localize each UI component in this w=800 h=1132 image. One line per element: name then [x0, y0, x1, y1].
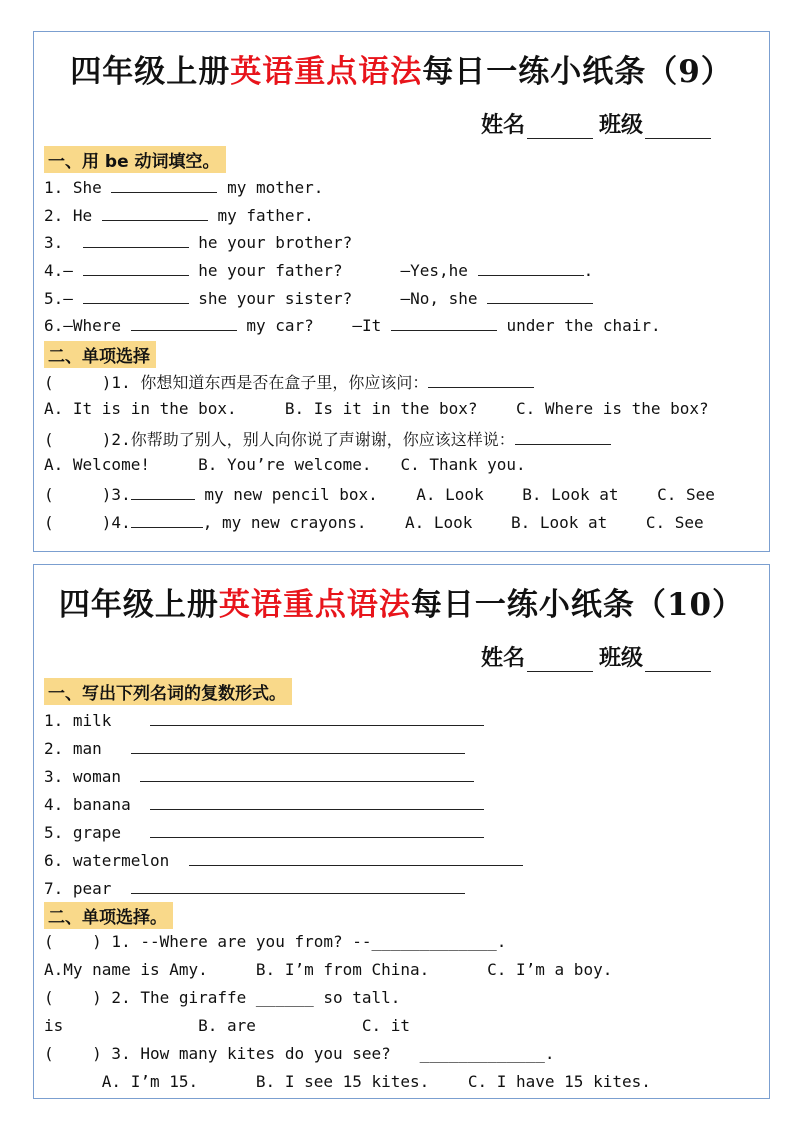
- answer-blank[interactable]: [111, 176, 217, 193]
- answer-paren[interactable]: ( )1.: [44, 373, 131, 392]
- answer-blank[interactable]: [102, 204, 208, 221]
- option-a: A. Look: [416, 485, 484, 504]
- word-label: 2. man: [44, 739, 102, 758]
- question-text: under the chair.: [506, 316, 661, 335]
- choice-options-2: is B. are C. it: [44, 1016, 411, 1035]
- option-b: B. Look at: [522, 485, 619, 504]
- choice-options-1: [44, 399, 709, 419]
- choice-options-1: A.My name is Amy. B. I’m from China. C. I’m a boy.: [44, 960, 613, 979]
- question-text: he your brother?: [198, 233, 353, 252]
- option-c: C. See: [645, 513, 704, 532]
- name-label: 姓名: [480, 112, 525, 138]
- question-number: 3.: [44, 233, 73, 252]
- option-a: A. Look: [405, 513, 473, 532]
- worksheet-card-9: [33, 31, 770, 552]
- choice-question-2: [44, 428, 611, 450]
- choice-question-2: ( ) 2. The giraffe ______ so tall.: [44, 988, 401, 1007]
- question-text: He: [72, 206, 93, 225]
- question-number: 1.: [44, 178, 73, 197]
- question-text: my new pencil box.: [204, 485, 378, 504]
- punctuation: .: [583, 261, 594, 280]
- word-item: [44, 737, 465, 759]
- question-5: [44, 287, 593, 309]
- choice-question-1: ( ) 1. --Where are you from? --_____________.: [44, 932, 507, 951]
- answer-paren[interactable]: ( )3.: [44, 485, 131, 504]
- option-b: B. You’re welcome.: [198, 455, 372, 474]
- word-label: 7. pear: [44, 879, 112, 898]
- option-c: C. See: [657, 485, 715, 504]
- section-heading: 二、单项选择: [44, 341, 156, 368]
- title-highlight: 英语重点语法: [218, 587, 411, 623]
- choice-options-3: A. I’m 15. B. I see 15 kites. C. I have 15 kites.: [44, 1072, 651, 1091]
- answer-blank[interactable]: [428, 371, 534, 388]
- name-class-field: [481, 641, 717, 672]
- answer-line[interactable]: [131, 737, 465, 754]
- class-label: 班级: [598, 112, 643, 138]
- answer-paren[interactable]: ( )2.: [44, 430, 131, 449]
- question-text: 你想知道东西是否在盒子里，你应该问：: [140, 373, 429, 392]
- option-b: B. Look at: [510, 513, 608, 532]
- answer-blank[interactable]: [487, 287, 593, 304]
- title-part: 每日一练小纸条（9）: [422, 54, 733, 90]
- name-blank[interactable]: [527, 116, 593, 139]
- question-number: 6.—Where: [44, 316, 122, 335]
- answer-line[interactable]: [131, 877, 465, 894]
- question-text: She: [72, 178, 102, 197]
- section-heading: 一、写出下列名词的复数形式。: [44, 678, 292, 705]
- question-1: [44, 176, 323, 198]
- word-item: [44, 793, 484, 815]
- option-c: C. Thank you.: [400, 455, 526, 474]
- question-2: [44, 204, 314, 226]
- answer-prompt: —Yes,he: [400, 261, 468, 280]
- card-title: [34, 46, 769, 91]
- class-blank[interactable]: [645, 649, 711, 672]
- class-blank[interactable]: [645, 116, 711, 139]
- answer-line[interactable]: [189, 849, 523, 866]
- answer-blank[interactable]: [131, 314, 237, 331]
- choice-question-3: ( ) 3. How many kites do you see? _____________.: [44, 1044, 555, 1063]
- answer-blank[interactable]: [83, 259, 189, 276]
- option-c: C. Where is the box?: [516, 399, 709, 418]
- answer-line[interactable]: [150, 709, 484, 726]
- question-text: my mother.: [227, 178, 324, 197]
- choice-question-3: [44, 483, 715, 505]
- worksheet-card-10: [33, 564, 770, 1099]
- question-6: [44, 314, 661, 336]
- answer-prompt: —No, she: [400, 289, 478, 308]
- choice-question-1: [44, 371, 534, 393]
- answer-blank[interactable]: [131, 483, 195, 500]
- title-highlight: 英语重点语法: [230, 54, 423, 90]
- answer-line[interactable]: [150, 793, 484, 810]
- question-number: 4.—: [44, 261, 73, 280]
- question-number: 5.—: [44, 289, 73, 308]
- option-a: A. It is in the box.: [44, 399, 237, 418]
- question-text: he your father?: [198, 261, 343, 280]
- option-a: A. Welcome!: [44, 455, 150, 474]
- question-text: she your sister?: [198, 289, 353, 308]
- word-label: 3. woman: [44, 767, 122, 786]
- answer-blank[interactable]: [83, 231, 189, 248]
- answer-blank[interactable]: [515, 428, 611, 445]
- class-label: 班级: [598, 645, 643, 671]
- title-part: 四年级上册: [58, 587, 219, 623]
- answer-paren[interactable]: ( )4.: [44, 513, 131, 532]
- answer-blank[interactable]: [131, 511, 203, 528]
- name-label: 姓名: [480, 645, 525, 671]
- question-text: my car?: [246, 316, 314, 335]
- answer-blank[interactable]: [391, 314, 497, 331]
- name-class-field: [481, 108, 717, 139]
- title-part: 每日一练小纸条（10）: [410, 587, 745, 623]
- answer-line[interactable]: [140, 765, 474, 782]
- answer-prompt: —It: [352, 316, 382, 335]
- choice-options-2: [44, 455, 526, 475]
- question-text: 你帮助了别人，别人向你说了声谢谢，你应该这样说：: [130, 430, 515, 449]
- answer-blank[interactable]: [83, 287, 189, 304]
- choice-question-4: [44, 511, 704, 533]
- word-label: 4. banana: [44, 795, 131, 814]
- question-text: my father.: [217, 206, 314, 225]
- word-label: 5. grape: [44, 823, 122, 842]
- word-item: [44, 709, 484, 731]
- answer-blank[interactable]: [478, 259, 584, 276]
- question-3: [44, 231, 352, 253]
- title-part: 四年级上册: [70, 54, 231, 90]
- question-text: , my new crayons.: [202, 513, 367, 532]
- question-4: [44, 259, 593, 281]
- name-blank[interactable]: [527, 649, 593, 672]
- word-item: [44, 849, 523, 871]
- question-number: 2.: [44, 206, 73, 225]
- word-item: [44, 821, 484, 843]
- section-heading: 一、用 be 动词填空。: [44, 146, 226, 173]
- card-title: [34, 579, 769, 624]
- section-heading: 二、单项选择。: [44, 902, 173, 929]
- word-item: [44, 765, 474, 787]
- option-b: B. Is it in the box?: [284, 399, 478, 418]
- word-item: [44, 877, 465, 899]
- answer-line[interactable]: [150, 821, 484, 838]
- word-label: 6. watermelon: [44, 851, 170, 870]
- word-label: 1. milk: [44, 711, 112, 730]
